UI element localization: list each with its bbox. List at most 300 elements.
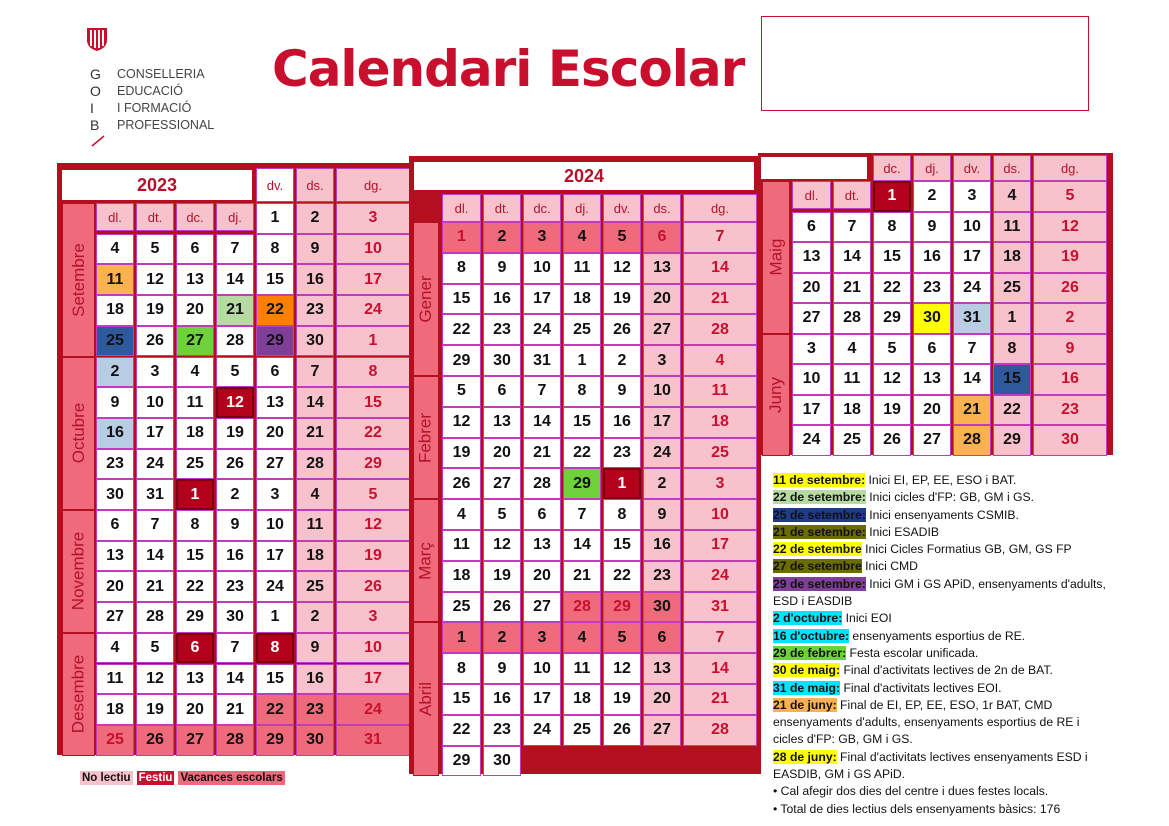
weekday-header: dt.: [833, 181, 871, 209]
day-cell: 17: [336, 264, 410, 295]
day-cell: 28: [296, 449, 334, 480]
month-label: Juny: [766, 376, 785, 413]
day-cell: 22: [336, 418, 410, 449]
day-cell: 20: [176, 694, 214, 725]
day-cell: 26: [216, 449, 254, 480]
day-cell: 24: [336, 694, 410, 725]
day-cell: 8: [873, 212, 911, 243]
day-cell: 8: [993, 334, 1031, 365]
day-cell: 14: [563, 530, 601, 561]
month-label: Gener: [416, 275, 435, 323]
weekday-header: dl.: [96, 203, 134, 231]
day-cell: 15: [993, 364, 1031, 395]
day-cell: 1: [563, 345, 601, 376]
day-cell: 26: [603, 715, 641, 746]
day-cell: 1: [873, 181, 911, 212]
day-cell: 21: [563, 561, 601, 592]
day-cell: 19: [336, 541, 410, 572]
day-cell: 3: [336, 602, 410, 633]
day-cell: 21: [683, 684, 757, 715]
legend-item: [773, 524, 1113, 541]
legend-text: Inici cicles d'FP: GB, GM i GS.: [865, 490, 1035, 505]
day-cell: 22: [256, 694, 294, 725]
day-cell: 4: [563, 622, 601, 653]
day-cell: 11: [442, 530, 481, 561]
legend-date: 25 de setembre:: [773, 507, 866, 522]
day-cell: 7: [136, 510, 174, 541]
day-cell: 10: [336, 234, 410, 265]
day-cell: 9: [216, 510, 254, 541]
legend-text: Inici ensenyaments CSMIB.: [865, 507, 1019, 522]
day-cell: 22: [563, 438, 601, 469]
day-cell: 12: [216, 387, 254, 418]
day-cell: 2: [483, 222, 521, 253]
day-cell: 4: [176, 357, 214, 388]
day-cell: 10: [953, 212, 991, 243]
day-cell: 17: [256, 541, 294, 572]
day-cell: 9: [296, 234, 334, 265]
legend-item: [773, 576, 1113, 611]
legend-date: 30 de maig:: [773, 663, 841, 678]
legend-date: 29 de setembre:: [773, 576, 866, 591]
day-cell: 26: [442, 468, 481, 499]
day-cell: 1: [442, 222, 481, 253]
day-cell: 5: [136, 234, 174, 265]
day-cell: 24: [683, 561, 757, 592]
day-cell: 30: [216, 602, 254, 633]
day-cell: 16: [216, 541, 254, 572]
day-cell: 16: [483, 284, 521, 315]
day-cell: 25: [176, 449, 214, 480]
legend: [773, 472, 1113, 818]
day-cell: 24: [136, 449, 174, 480]
day-cell: 7: [833, 212, 871, 243]
day-cell: 22: [442, 314, 481, 345]
day-cell: 22: [873, 273, 911, 304]
day-cell: 22: [993, 395, 1031, 426]
day-cell: 24: [523, 314, 561, 345]
day-cell: 29: [336, 449, 410, 480]
legend-text: Final d'activitats lectives EOI.: [840, 680, 1002, 695]
day-cell: 24: [523, 715, 561, 746]
day-cell: 11: [833, 364, 871, 395]
day-cell: 25: [563, 314, 601, 345]
day-cell: 21: [683, 284, 757, 315]
month-label: Novembre: [68, 532, 88, 611]
day-cell: 25: [96, 326, 134, 357]
day-cell: 6: [256, 357, 294, 388]
day-cell: 20: [913, 395, 951, 426]
legend-item: [773, 645, 1113, 662]
day-cell: 15: [336, 387, 410, 418]
day-cell: 23: [603, 438, 641, 469]
day-cell: 4: [296, 479, 334, 510]
day-cell: 16: [483, 684, 521, 715]
day-cell: 27: [523, 592, 561, 623]
day-cell: 19: [873, 395, 911, 426]
day-cell: 11: [296, 510, 334, 541]
weekday-header: ds.: [643, 194, 681, 222]
day-cell: 16: [1033, 364, 1107, 395]
day-cell: 28: [953, 425, 991, 456]
day-cell: 22: [256, 295, 294, 326]
day-cell: 19: [603, 684, 641, 715]
day-cell: 21: [216, 694, 254, 725]
day-cell: 4: [563, 222, 601, 253]
day-cell: 17: [643, 407, 681, 438]
day-cell: 15: [603, 530, 641, 561]
day-cell: 18: [563, 284, 601, 315]
legend-date: 27 de setembre: [773, 559, 862, 574]
day-cell: 20: [483, 438, 521, 469]
day-cell: 17: [953, 242, 991, 273]
day-cell: 23: [216, 571, 254, 602]
weekday-header: dc.: [176, 203, 214, 231]
weekday-header: dl.: [792, 181, 831, 209]
legend-item: [773, 628, 1113, 645]
day-cell: 12: [442, 407, 481, 438]
weekday-header: dv.: [603, 194, 641, 222]
day-cell: 27: [176, 326, 214, 357]
day-cell: 2: [96, 357, 134, 388]
day-cell: 16: [603, 407, 641, 438]
day-cell: 5: [136, 633, 174, 664]
day-cell: 16: [913, 242, 951, 273]
legend-item: [773, 558, 1113, 575]
day-cell: 19: [136, 295, 174, 326]
day-cell: 6: [483, 376, 521, 407]
day-cell: 29: [176, 602, 214, 633]
blank-header: [761, 157, 867, 179]
weekday-header: dg.: [683, 194, 757, 222]
day-cell: 10: [136, 387, 174, 418]
day-cell: 6: [792, 212, 831, 243]
day-cell: 24: [792, 425, 831, 456]
day-cell: 6: [913, 334, 951, 365]
day-cell: 22: [176, 571, 214, 602]
day-cell: 26: [336, 571, 410, 602]
legend-swatch: Festiu: [138, 772, 173, 784]
day-cell: 13: [483, 407, 521, 438]
month-label: Desembre: [68, 654, 88, 734]
legend-date: 31 de maig:: [773, 680, 841, 695]
legend-text: Final de EI, EP, EE, ESO, 1r BAT, CMD ensenyaments d'adults, ensenyaments esportius de RE i cicles d'FP: GB, GM i GS.: [773, 697, 1080, 747]
day-cell: 23: [913, 273, 951, 304]
day-cell: 24: [953, 273, 991, 304]
day-cell: 11: [96, 264, 134, 295]
day-cell: 20: [643, 284, 681, 315]
day-cell: 6: [96, 510, 134, 541]
day-cell: 7: [563, 499, 601, 530]
day-cell: 23: [296, 694, 334, 725]
day-cell: 2: [296, 602, 334, 633]
day-cell: 5: [1033, 181, 1107, 212]
day-cell: 2: [216, 479, 254, 510]
day-cell: 27: [643, 715, 681, 746]
legend-swatch: Vacances escolars: [180, 772, 283, 784]
day-cell: 14: [953, 364, 991, 395]
weekday-header: ds.: [296, 168, 334, 202]
month-label: Març: [415, 541, 435, 580]
day-cell: 1: [442, 622, 481, 653]
day-cell: 8: [256, 234, 294, 265]
month-label: Setembre: [68, 242, 88, 317]
day-cell: 13: [643, 253, 681, 284]
day-cell: 28: [683, 314, 757, 345]
day-cell: 30: [96, 479, 134, 510]
day-cell: 21: [296, 418, 334, 449]
day-cell: 16: [296, 264, 334, 295]
legend-item: [773, 472, 1113, 489]
day-cell: 18: [176, 418, 214, 449]
day-cell: 14: [296, 387, 334, 418]
day-cell: 31: [683, 592, 757, 623]
day-cell: 1: [256, 203, 294, 234]
day-cell: 20: [792, 273, 831, 304]
day-cell: 30: [913, 303, 951, 334]
day-cell: 21: [953, 395, 991, 426]
day-cell: 18: [993, 242, 1031, 273]
day-cell: 7: [683, 622, 757, 653]
day-cell: 14: [683, 653, 757, 684]
day-cell: 1: [176, 479, 214, 510]
day-cell: 11: [993, 212, 1031, 243]
day-cell: 12: [1033, 212, 1107, 243]
coat-of-arms-icon: [86, 26, 108, 52]
day-cell: 13: [176, 264, 214, 295]
day-cell: 9: [483, 653, 521, 684]
day-cell: 31: [136, 479, 174, 510]
day-cell: 12: [873, 364, 911, 395]
day-cell: 3: [336, 203, 410, 234]
day-cell: 19: [603, 284, 641, 315]
day-cell: 19: [216, 418, 254, 449]
day-cell: 26: [136, 725, 174, 756]
day-cell: 17: [336, 664, 410, 695]
day-cell: 14: [216, 664, 254, 695]
day-cell: 19: [442, 438, 481, 469]
day-cell: 28: [216, 326, 254, 357]
day-cell: 18: [683, 407, 757, 438]
weekday-header: dv.: [256, 168, 294, 202]
day-cell: 3: [523, 622, 561, 653]
day-cell: 25: [563, 715, 601, 746]
day-cell: 24: [256, 571, 294, 602]
day-cell: 28: [216, 725, 254, 756]
day-cell: 11: [683, 376, 757, 407]
day-cell: 12: [336, 510, 410, 541]
day-cell: 7: [216, 234, 254, 265]
day-cell: 17: [136, 418, 174, 449]
day-cell: 11: [176, 387, 214, 418]
day-cell: 10: [792, 364, 831, 395]
day-cell: 26: [136, 326, 174, 357]
day-cell: 21: [833, 273, 871, 304]
legend-text: Inici Cicles Formatius GB, GM, GS FP: [861, 542, 1072, 557]
day-cell: 4: [683, 345, 757, 376]
day-cell: 11: [563, 253, 601, 284]
day-cell: 13: [792, 242, 831, 273]
legend-date: 16 d'octubre:: [773, 628, 850, 643]
day-cell: 18: [833, 395, 871, 426]
day-cell: 22: [603, 561, 641, 592]
day-cell: 2: [1033, 303, 1107, 334]
day-cell: 11: [563, 653, 601, 684]
legend-date: 28 de juny:: [773, 749, 837, 764]
day-cell: 29: [603, 592, 641, 623]
day-cell: 6: [643, 222, 681, 253]
day-cell: 14: [523, 407, 561, 438]
day-cell: 14: [216, 264, 254, 295]
legend-date: 21 de setembre:: [773, 524, 866, 539]
weekday-header: dj.: [913, 155, 951, 181]
day-cell: 18: [96, 694, 134, 725]
day-cell: 29: [993, 425, 1031, 456]
weekday-header: dl.: [442, 194, 481, 222]
day-cell: 1: [993, 303, 1031, 334]
day-cell: 7: [523, 376, 561, 407]
legend-item: [773, 662, 1113, 679]
day-cell: 26: [873, 425, 911, 456]
day-cell: 6: [643, 622, 681, 653]
day-cell: 13: [96, 541, 134, 572]
day-cell: 12: [603, 653, 641, 684]
day-cell: 30: [483, 746, 521, 777]
day-cell: 22: [442, 715, 481, 746]
day-cell: 12: [136, 664, 174, 695]
page-title: Calendari Escolar: [272, 40, 745, 98]
day-cell: 12: [136, 264, 174, 295]
weekday-header: dc.: [523, 194, 561, 222]
day-cell: 30: [483, 345, 521, 376]
day-cell: 20: [256, 418, 294, 449]
day-cell: 29: [563, 468, 601, 499]
weekday-header: dv.: [953, 155, 991, 181]
day-cell: 15: [256, 264, 294, 295]
day-cell: 18: [296, 541, 334, 572]
day-cell: 29: [256, 326, 294, 357]
day-cell: 25: [442, 592, 481, 623]
weekday-header: ds.: [993, 155, 1031, 181]
legend-text: Inici EI, EP, EE, ESO i BAT.: [865, 473, 1017, 487]
day-cell: 27: [96, 602, 134, 633]
day-cell: 4: [96, 633, 134, 664]
day-cell: 20: [96, 571, 134, 602]
day-cell: 10: [336, 633, 410, 664]
day-cell: 3: [523, 222, 561, 253]
day-cell: 13: [643, 653, 681, 684]
day-cell: 29: [873, 303, 911, 334]
day-cell: 27: [913, 425, 951, 456]
day-cell: 3: [136, 357, 174, 388]
month-label: Febrer: [415, 412, 435, 463]
weekday-header: dj.: [563, 194, 601, 222]
day-cell: 27: [792, 303, 831, 334]
day-cell: 18: [96, 295, 134, 326]
day-cell: 27: [643, 314, 681, 345]
day-cell: 9: [296, 633, 334, 664]
year-2023: 2023: [60, 168, 254, 202]
day-cell: 8: [442, 653, 481, 684]
day-cell: 23: [483, 715, 521, 746]
weekday-header: dg.: [1033, 155, 1107, 181]
day-cell: 16: [296, 664, 334, 695]
bottom-legend: [80, 771, 285, 785]
day-cell: 26: [603, 314, 641, 345]
day-cell: 25: [993, 273, 1031, 304]
day-cell: 25: [96, 725, 134, 756]
day-cell: 4: [993, 181, 1031, 212]
day-cell: 30: [296, 326, 334, 357]
day-cell: 4: [96, 234, 134, 265]
legend-date: 2 d'octubre:: [773, 611, 843, 626]
day-cell: 31: [336, 725, 410, 756]
day-cell: 8: [563, 376, 601, 407]
legend-note: • Cal afegir dos dies del centre i dues festes locals.: [773, 784, 1049, 799]
day-cell: 26: [1033, 273, 1107, 304]
weekday-header: dg.: [336, 168, 410, 202]
day-cell: 6: [176, 234, 214, 265]
day-cell: 7: [953, 334, 991, 365]
legend-text: Inici GM i GS APiD, ensenyaments d'adults, ESD i EASDIB: [773, 576, 1106, 609]
day-cell: 2: [296, 203, 334, 234]
day-cell: 16: [96, 418, 134, 449]
day-cell: 23: [296, 295, 334, 326]
day-cell: 10: [643, 376, 681, 407]
day-cell: 5: [603, 622, 641, 653]
day-cell: 20: [643, 684, 681, 715]
day-cell: 8: [176, 510, 214, 541]
year-2024: 2024: [412, 160, 756, 192]
day-cell: 20: [523, 561, 561, 592]
legend-item: [773, 507, 1113, 524]
day-cell: 13: [176, 664, 214, 695]
day-cell: 19: [483, 561, 521, 592]
day-cell: 7: [683, 222, 757, 253]
day-cell: 3: [792, 334, 831, 365]
legend-item: [773, 541, 1113, 558]
day-cell: 27: [176, 725, 214, 756]
day-cell: 6: [523, 499, 561, 530]
legend-item: [773, 489, 1113, 506]
day-cell: 16: [643, 530, 681, 561]
day-cell: 5: [336, 479, 410, 510]
day-cell: 2: [483, 622, 521, 653]
day-cell: 14: [683, 253, 757, 284]
legend-swatch: No lectiu: [82, 772, 131, 784]
day-cell: 4: [833, 334, 871, 365]
day-cell: 5: [483, 499, 521, 530]
day-cell: 13: [523, 530, 561, 561]
legend-date: 11 de setembre:: [773, 473, 866, 487]
day-cell: 12: [483, 530, 521, 561]
day-cell: 24: [336, 295, 410, 326]
day-cell: 17: [523, 684, 561, 715]
day-cell: 11: [96, 664, 134, 695]
day-cell: 1: [256, 602, 294, 633]
day-cell: 5: [603, 222, 641, 253]
day-cell: 8: [336, 357, 410, 388]
legend-date: 29 de febrer:: [773, 645, 847, 660]
day-cell: 23: [1033, 395, 1107, 426]
day-cell: 4: [442, 499, 481, 530]
weekday-header: dj.: [216, 203, 254, 231]
month-label: Octubre: [68, 403, 88, 464]
day-cell: 21: [216, 295, 254, 326]
day-cell: 25: [296, 571, 334, 602]
day-cell: 21: [523, 438, 561, 469]
weekday-header: dc.: [873, 155, 911, 181]
